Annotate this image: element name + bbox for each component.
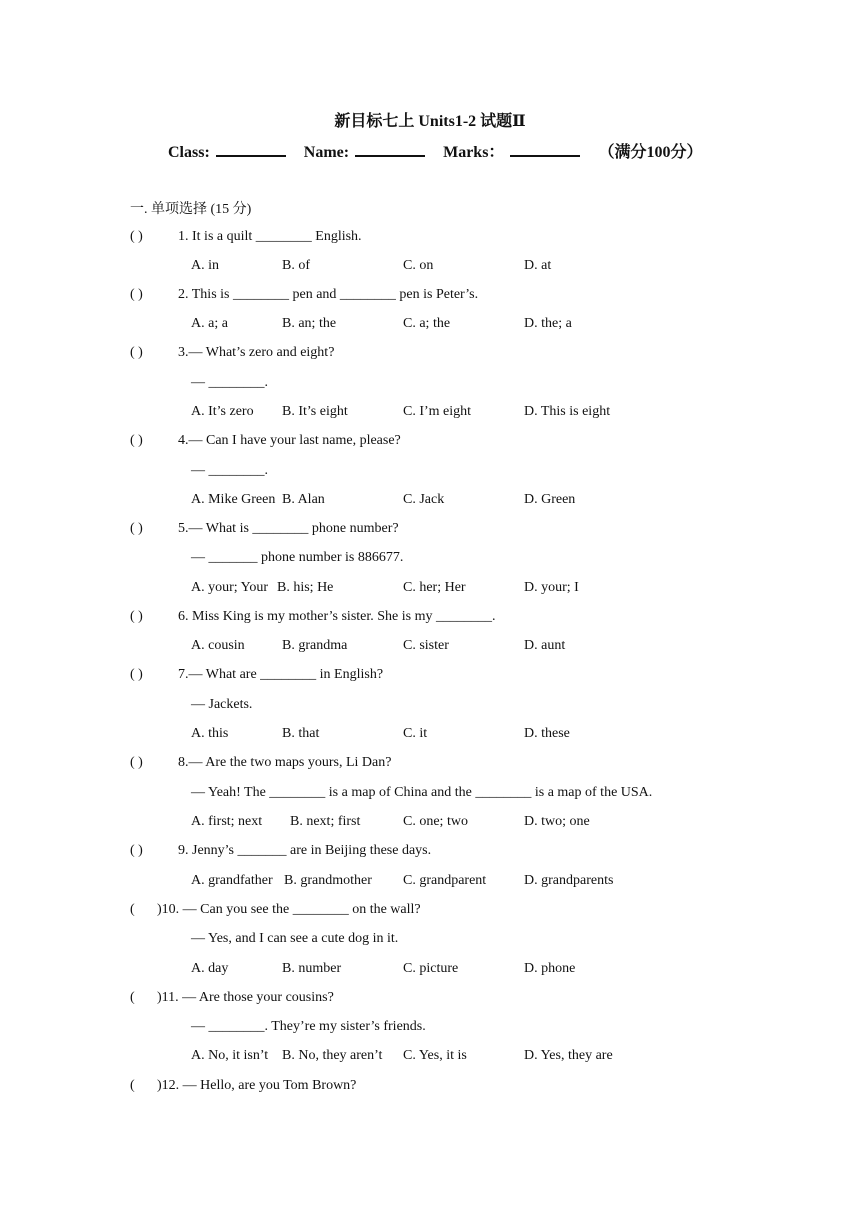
answer-paren: ( )	[130, 345, 143, 360]
option-b: B. Alan	[282, 492, 325, 507]
option-c: C. I’m eight	[403, 404, 472, 419]
option-b: B. his; He	[277, 580, 334, 595]
answer-paren: ( )	[130, 667, 143, 682]
option-a: A. cousin	[191, 638, 245, 653]
option-d: D. these	[524, 726, 570, 741]
option-d: D. two; one	[524, 814, 590, 829]
option-a: A. this	[191, 726, 229, 741]
answer-paren: ( )	[130, 609, 143, 624]
answer-paren-open: (	[130, 902, 135, 917]
answer-paren-open: (	[130, 1078, 135, 1093]
option-a: A. a; a	[191, 316, 228, 331]
option-a: A. No, it isn’t	[191, 1048, 269, 1063]
answer-paren: ( )	[130, 229, 143, 244]
answer-paren: ( )	[130, 843, 143, 858]
option-b: B. No, they aren’t	[282, 1048, 383, 1063]
option-b: B. that	[282, 726, 320, 741]
question-text: 9. Jenny’s _______ are in Beijing these days.	[178, 843, 432, 858]
class-label: Class:	[168, 144, 210, 161]
option-d: D. Green	[524, 492, 576, 507]
option-d: D. the; a	[524, 316, 572, 331]
option-c: C. on	[403, 258, 434, 273]
question-text: 1. It is a quilt ________ English.	[178, 229, 362, 244]
option-b: B. It’s eight	[282, 404, 348, 419]
full-marks: （满分100分）	[598, 144, 703, 161]
question-text: )10. — Can you see the ________ on the wall?	[157, 902, 421, 917]
option-a: A. Mike Green	[191, 492, 276, 507]
option-a: A. It’s zero	[191, 404, 254, 419]
option-d: D. grandparents	[524, 873, 614, 888]
option-c: C. sister	[403, 638, 449, 653]
marks-label: Marks：	[443, 144, 505, 161]
option-d: D. aunt	[524, 638, 566, 653]
option-a: A. first; next	[191, 814, 263, 829]
header-line	[168, 139, 702, 162]
marks-blank	[510, 143, 580, 157]
option-c: C. a; the	[403, 316, 451, 331]
dialogue-line: — ________.	[191, 375, 268, 390]
question-text: )12. — Hello, are you Tom Brown?	[157, 1078, 357, 1093]
option-c: C. grandparent	[403, 873, 487, 888]
dialogue-line: — Yes, and I can see a cute dog in it.	[191, 931, 399, 946]
question-text: 7.— What are ________ in English?	[178, 667, 384, 682]
option-b: B. of	[282, 258, 310, 273]
option-b: B. number	[282, 961, 342, 976]
option-a: A. day	[191, 961, 229, 976]
dialogue-line: — ________. They’re my sister’s friends.	[191, 1019, 426, 1034]
option-b: B. an; the	[282, 316, 337, 331]
option-d: D. phone	[524, 961, 576, 976]
option-d: D. your; I	[524, 580, 579, 595]
option-c: C. her; Her	[403, 580, 466, 595]
option-c: C. picture	[403, 961, 459, 976]
dialogue-line: — Jackets.	[191, 697, 253, 712]
question-text: 5.— What is ________ phone number?	[178, 521, 399, 536]
option-c: C. one; two	[403, 814, 468, 829]
option-c: C. it	[403, 726, 428, 741]
question-text: 3.— What’s zero and eight?	[178, 345, 335, 360]
answer-paren: ( )	[130, 287, 143, 302]
dialogue-line: — Yeah! The ________ is a map of China and the ________ is a map of the USA.	[191, 785, 653, 800]
question-text: 6. Miss King is my mother’s sister. She is my ________.	[178, 609, 496, 624]
option-a: A. your; Your	[191, 580, 269, 595]
dialogue-line: — _______ phone number is 886677.	[191, 550, 404, 565]
name-blank	[355, 143, 425, 157]
question-text: 2. This is ________ pen and ________ pen is Peter’s.	[178, 287, 479, 302]
dialogue-line: — ________.	[191, 463, 268, 478]
class-blank	[216, 143, 286, 157]
option-c: C. Yes, it is	[403, 1048, 467, 1063]
answer-paren: ( )	[130, 521, 143, 536]
option-b: B. grandma	[282, 638, 348, 653]
option-b: B. next; first	[290, 814, 361, 829]
question-text: 8.— Are the two maps yours, Li Dan?	[178, 755, 392, 770]
answer-paren: ( )	[130, 755, 143, 770]
section-heading: 一. 单项选择 (15 分)	[130, 202, 252, 217]
option-d: D. at	[524, 258, 552, 273]
question-text: 4.— Can I have your last name, please?	[178, 433, 401, 448]
option-a: A. grandfather	[191, 873, 273, 888]
option-d: D. Yes, they are	[524, 1048, 613, 1063]
option-b: B. grandmother	[284, 873, 372, 888]
answer-paren: ( )	[130, 433, 143, 448]
answer-paren-open: (	[130, 990, 135, 1005]
name-label: Name:	[303, 144, 350, 161]
option-c: C. Jack	[403, 492, 445, 507]
page-title: 新目标七上 Units1-2 试题Ⅱ	[334, 113, 526, 130]
option-a: A. in	[191, 258, 219, 273]
question-text: )11. — Are those your cousins?	[157, 990, 334, 1005]
option-d: D. This is eight	[524, 404, 611, 419]
